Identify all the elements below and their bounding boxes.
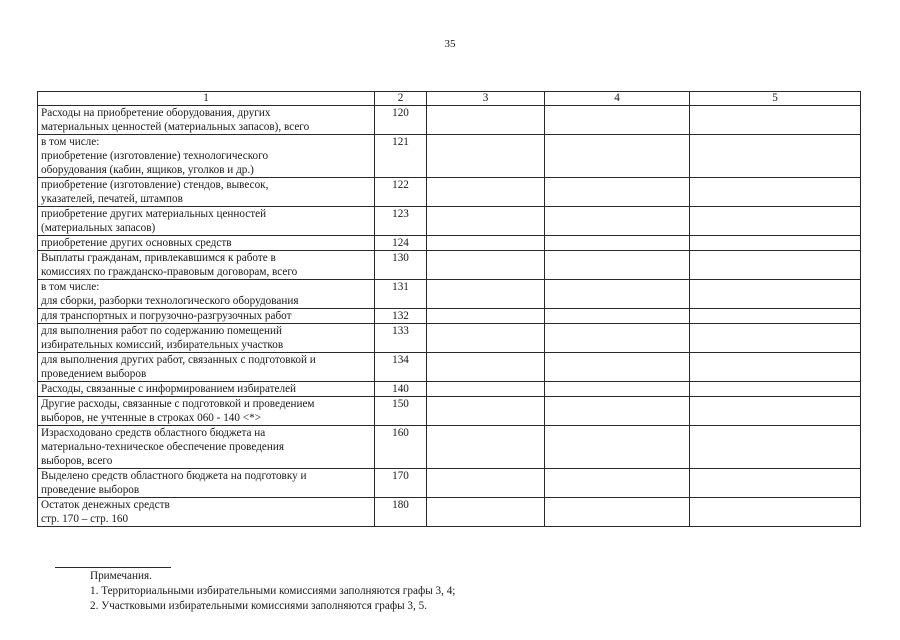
row-name-line: для транспортных и погрузочно-разгрузочных работ: [41, 310, 292, 322]
row-name-line: приобретение (изготовление) стендов, вывесок,: [41, 179, 269, 191]
row-name-line: приобретение других основных средств: [41, 237, 232, 249]
table-row: [38, 207, 861, 236]
row-name-cell: [38, 178, 375, 207]
row-name-line: материальных ценностей (материальных запасов), всего: [41, 121, 310, 133]
header-row: [38, 92, 861, 106]
row-empty-cell-col-3: [427, 353, 545, 382]
row-code-cell: 130: [375, 251, 427, 280]
row-empty-cell-col-4: [545, 106, 690, 135]
table-row: [38, 309, 861, 324]
row-name-line: в том числе:: [41, 281, 100, 293]
row-name-line: выборов, не учтенные в строках 060 - 140 <*>: [41, 412, 261, 424]
notes: [55, 569, 555, 614]
row-name-line: комиссиях по гражданско-правовым договорам, всего: [41, 266, 298, 278]
row-name-cell: [38, 498, 375, 527]
row-empty-cell-col-5: [690, 324, 861, 353]
row-code-cell: 160: [375, 426, 427, 469]
table-row: [38, 469, 861, 498]
row-code-cell: 120: [375, 106, 427, 135]
row-code-cell: 134: [375, 353, 427, 382]
table-row: [38, 397, 861, 426]
table-row: [38, 236, 861, 251]
row-empty-cell-col-3: [427, 251, 545, 280]
table-row: [38, 135, 861, 178]
notes-divider: [55, 567, 171, 568]
row-name-line: Израсходовано средств областного бюджета на: [41, 427, 266, 439]
row-name-line: стр. 170 – стр. 160: [41, 513, 129, 525]
row-empty-cell-col-4: [545, 426, 690, 469]
row-empty-cell-col-5: [690, 106, 861, 135]
row-empty-cell-col-4: [545, 236, 690, 251]
note-item: 1. Территориальными избирательными комиссиями заполняются графы 3, 4;: [90, 585, 456, 597]
header-col-5: 5: [690, 92, 861, 106]
row-name-line: для сборки, разборки технологического оборудования: [41, 295, 299, 307]
row-code-cell: 180: [375, 498, 427, 527]
row-empty-cell-col-3: [427, 469, 545, 498]
row-name-line: оборудования (кабин, ящиков, уголков и др.): [41, 164, 254, 176]
table-body: [38, 106, 861, 527]
row-empty-cell-col-3: [427, 426, 545, 469]
table-row: [38, 280, 861, 309]
table-row: [38, 498, 861, 527]
table-row: [38, 353, 861, 382]
row-empty-cell-col-5: [690, 251, 861, 280]
row-name-cell: [38, 236, 375, 251]
row-code-cell: 123: [375, 207, 427, 236]
header-col-4: 4: [545, 92, 690, 106]
row-name-line: Расходы, связанные с информированием избирателей: [41, 383, 297, 395]
row-empty-cell-col-4: [545, 207, 690, 236]
row-empty-cell-col-4: [545, 382, 690, 397]
row-empty-cell-col-3: [427, 309, 545, 324]
row-name-line: Выплаты гражданам, привлекавшимся к работе в: [41, 252, 276, 264]
row-name-cell: [38, 382, 375, 397]
row-name-line: Остаток денежных средств: [41, 499, 170, 511]
row-code-cell: 121: [375, 135, 427, 178]
row-empty-cell-col-3: [427, 324, 545, 353]
row-empty-cell-col-5: [690, 309, 861, 324]
row-empty-cell-col-5: [690, 236, 861, 251]
row-empty-cell-col-3: [427, 135, 545, 178]
row-empty-cell-col-5: [690, 178, 861, 207]
notes-title: Примечания.: [90, 570, 152, 582]
page-number: 35: [444, 38, 456, 50]
table-row: [38, 324, 861, 353]
row-empty-cell-col-3: [427, 207, 545, 236]
row-name-line: в том числе:: [41, 136, 100, 148]
row-empty-cell-col-4: [545, 135, 690, 178]
row-name-line: (материальных запасов): [41, 222, 156, 234]
row-name-cell: [38, 251, 375, 280]
row-empty-cell-col-3: [427, 498, 545, 527]
row-empty-cell-col-3: [427, 178, 545, 207]
row-empty-cell-col-5: [690, 280, 861, 309]
row-empty-cell-col-4: [545, 324, 690, 353]
row-empty-cell-col-3: [427, 106, 545, 135]
row-empty-cell-col-4: [545, 251, 690, 280]
row-empty-cell-col-5: [690, 397, 861, 426]
row-empty-cell-col-3: [427, 280, 545, 309]
row-name-cell: [38, 353, 375, 382]
header-col-1: 1: [38, 92, 375, 106]
row-name-line: проведение выборов: [41, 484, 140, 496]
row-name-cell: [38, 280, 375, 309]
table-row: [38, 251, 861, 280]
row-name-line: приобретение других материальных ценностей: [41, 208, 267, 220]
row-empty-cell-col-5: [690, 382, 861, 397]
report-table: [37, 91, 861, 527]
table-row: [38, 382, 861, 397]
row-code-cell: 150: [375, 397, 427, 426]
row-empty-cell-col-4: [545, 280, 690, 309]
row-name-line: для выполнения работ по содержанию помещений: [41, 325, 282, 337]
row-empty-cell-col-4: [545, 353, 690, 382]
table-row: [38, 178, 861, 207]
row-code-cell: 133: [375, 324, 427, 353]
row-empty-cell-col-5: [690, 469, 861, 498]
row-empty-cell-col-5: [690, 207, 861, 236]
row-code-cell: 132: [375, 309, 427, 324]
table-row: [38, 426, 861, 469]
row-name-line: указателей, печатей, штампов: [41, 193, 183, 205]
row-code-cell: 140: [375, 382, 427, 397]
row-empty-cell-col-5: [690, 498, 861, 527]
row-name-line: для выполнения других работ, связанных с подготовкой и: [41, 354, 316, 366]
header-col-3: 3: [427, 92, 545, 106]
row-code-cell: 131: [375, 280, 427, 309]
row-empty-cell-col-4: [545, 309, 690, 324]
row-name-line: приобретение (изготовление) технологического: [41, 150, 269, 162]
row-name-line: Выделено средств областного бюджета на подготовку и: [41, 470, 307, 482]
row-name-line: материально-техническое обеспечение проведения: [41, 441, 284, 453]
row-name-cell: [38, 106, 375, 135]
note-item: 2. Участковыми избирательными комиссиями заполняются графы 3, 5.: [90, 600, 427, 612]
row-name-line: выборов, всего: [41, 455, 113, 467]
row-name-line: проведением выборов: [41, 368, 147, 380]
table-header: [38, 92, 861, 106]
row-empty-cell-col-3: [427, 236, 545, 251]
row-name-cell: [38, 469, 375, 498]
row-name-line: Расходы на приобретение оборудования, других: [41, 107, 271, 119]
row-empty-cell-col-3: [427, 397, 545, 426]
row-empty-cell-col-4: [545, 178, 690, 207]
row-code-cell: 170: [375, 469, 427, 498]
row-name-cell: [38, 135, 375, 178]
header-col-2: 2: [375, 92, 427, 106]
row-empty-cell-col-5: [690, 353, 861, 382]
row-empty-cell-col-4: [545, 469, 690, 498]
row-empty-cell-col-4: [545, 397, 690, 426]
row-name-cell: [38, 324, 375, 353]
row-code-cell: 122: [375, 178, 427, 207]
row-name-cell: [38, 426, 375, 469]
row-name-line: Другие расходы, связанные с подготовкой и проведением: [41, 398, 315, 410]
row-code-cell: 124: [375, 236, 427, 251]
row-name-cell: [38, 397, 375, 426]
table-row: [38, 106, 861, 135]
row-empty-cell-col-4: [545, 498, 690, 527]
row-empty-cell-col-5: [690, 135, 861, 178]
row-empty-cell-col-3: [427, 382, 545, 397]
row-name-line: избирательных комиссий, избирательных участков: [41, 339, 284, 351]
row-empty-cell-col-5: [690, 426, 861, 469]
row-name-cell: [38, 309, 375, 324]
row-name-cell: [38, 207, 375, 236]
